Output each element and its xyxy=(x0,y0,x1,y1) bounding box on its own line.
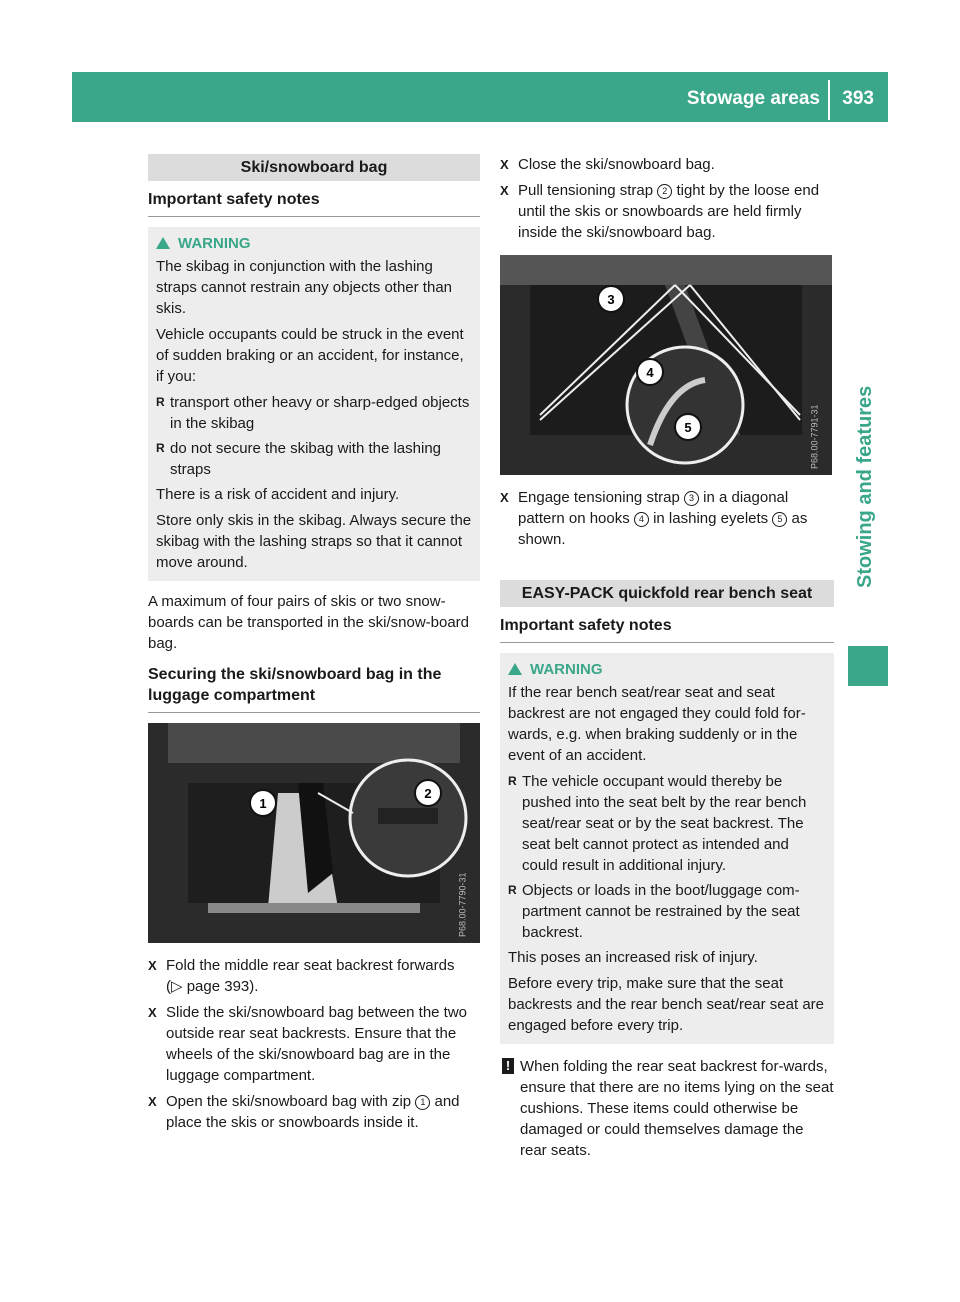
warning-box xyxy=(500,653,834,1044)
callout-5: 5 xyxy=(684,420,692,435)
note-text: When folding the rear seat backrest for-wards, ensure that there are no items lying on the seat cushions. These items could otherwise be damaged or could themselves damage the rear seats. xyxy=(520,1058,834,1159)
warning-icon xyxy=(156,237,170,249)
warning-text: Store only skis in the skibag. Always secure the skibag with the lashing straps so that it cannot move around. xyxy=(156,512,472,571)
warning-text: The skibag in conjunction with the lashing straps cannot restrain any objects other than skis. xyxy=(156,258,453,317)
warning-text: There is a risk of accident and injury. xyxy=(156,486,400,503)
callout-4: 4 xyxy=(646,365,654,380)
section-title-easy-pack: EASY-PACK quickfold rear bench seat xyxy=(500,580,834,607)
figure-ski-bag-illustration xyxy=(148,723,480,943)
step-close-bag: X Close the ski/snowboard bag. xyxy=(500,154,834,175)
header-bar xyxy=(72,72,888,122)
warning-icon xyxy=(508,663,522,675)
warning-bullet: R do not secure the skibag with the lashing straps xyxy=(156,438,472,480)
right-column xyxy=(500,154,834,1161)
figure-tensioning-strap xyxy=(500,255,832,475)
warning-text: Vehicle occupants could be struck in the event of sudden braking or an accident, for instance, if you: xyxy=(156,326,464,385)
figure-code: P68.00-7790-31 xyxy=(458,872,468,937)
page-number: 393 xyxy=(842,88,874,109)
securing-heading: Securing the ski/snowboard bag in the luggage compartment xyxy=(148,664,480,713)
safety-heading: Important safety notes xyxy=(500,615,834,643)
figure-ski-bag-zip xyxy=(148,723,480,943)
header-separator xyxy=(828,80,830,120)
number-circle: 4 xyxy=(634,512,649,527)
callout-2: 2 xyxy=(424,786,432,801)
step-pull-strap: X Pull tensioning strap 2 tight by the loose end until the skis or snowboards are held firmly inside the ski/snowboard bag. xyxy=(500,180,834,243)
warning-label: WARNING xyxy=(178,235,251,252)
warning-box xyxy=(148,227,480,581)
number-circle: 5 xyxy=(772,512,787,527)
number-circle: 3 xyxy=(684,491,699,506)
callout-1: 1 xyxy=(259,796,267,811)
exclamation-icon: ! xyxy=(502,1058,514,1074)
warning-label: WARNING xyxy=(530,661,603,678)
warning-bullet: R Objects or loads in the boot/luggage com-partment cannot be restrained by the seat backrest. xyxy=(508,880,826,943)
step-engage-strap: X Engage tensioning strap 3 in a diagonal pattern on hooks 4 in lashing eyelets 5 as shown. xyxy=(500,487,834,550)
side-tab-label: Stowing and features xyxy=(854,385,876,588)
figure-code: P68.00-7791-31 xyxy=(810,404,820,469)
note-block xyxy=(500,1056,834,1161)
header-title: Stowage areas xyxy=(686,88,820,109)
left-column xyxy=(148,154,480,1138)
warning-text: This poses an increased risk of injury. xyxy=(508,949,758,966)
number-circle: 1 xyxy=(415,1095,430,1110)
number-circle: 2 xyxy=(657,184,672,199)
callout-3: 3 xyxy=(607,292,615,307)
warning-bullet: R The vehicle occupant would thereby be pushed into the seat belt by the rear bench seat/rear seat or by the seat backrest. The seat belt cannot protect as intended and could result in additional injury. xyxy=(508,771,826,876)
capacity-text: A maximum of four pairs of skis or two snow-boards can be transported in the ski/snow-board bag. xyxy=(148,593,470,652)
safety-heading: Important safety notes xyxy=(148,189,480,217)
warning-text: If the rear bench seat/rear seat and seat backrest are not engaged they could fold for-wards, e.g. when braking suddenly or in the event of an accident. xyxy=(508,684,806,764)
step-slide-bag: X Slide the ski/snowboard bag between the two outside rear seat backrests. Ensure that the wheels of the ski/snowboard bag are in the luggage compartment. xyxy=(148,1002,480,1086)
page-reference[interactable]: (▷ page 393). xyxy=(166,978,259,995)
figure-strap-illustration xyxy=(500,255,832,475)
warning-heading xyxy=(508,659,826,680)
section-title-ski-bag: Ski/snowboard bag xyxy=(148,154,480,181)
step-open-zip: X Open the ski/snowboard bag with zip 1 and place the skis or snowboards inside it. xyxy=(148,1091,480,1133)
warning-bullet: R transport other heavy or sharp-edged objects in the skibag xyxy=(156,392,472,434)
warning-text: Before every trip, make sure that the seat backrests and the rear bench seat/rear seat are engaged before every trip. xyxy=(508,975,825,1034)
side-tab-marker xyxy=(848,646,888,686)
warning-heading xyxy=(156,233,472,254)
step-fold-backrest: X Fold the middle rear seat backrest forwards (▷ page 393). xyxy=(148,955,480,997)
